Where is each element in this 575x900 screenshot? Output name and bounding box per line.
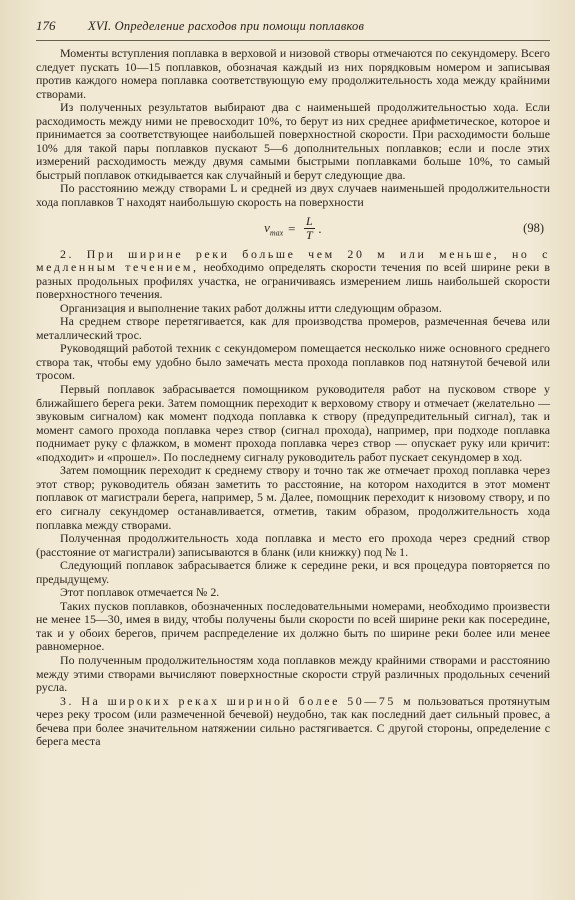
chapter-title: XVI. Определение расходов при помощи поплавков [88,19,365,33]
section-2-text: необходимо определять скорости течения по всей ширине реки в разных продольных профилях участка, не ограничиваясь измерением лишь наибольшей скорости поверхностного течения. [36,260,550,302]
paragraph: Этот поплавок отмечается № 2. [60,585,220,600]
running-header [36,18,550,41]
formula-98: $v_{max}$ = $\frac{L}{T}$ . (98) [264,214,544,243]
formula-fraction [304,215,315,242]
paragraph: На среднем створе перетягивается, как для производства промеров, размеченная бечева или металлический трос. [36,314,550,342]
section-3-text: пользоваться протянутым через реку тросом (или размеченной бечевой) неудобно, так как последний дает сильный провес, а бечева при более значительном натяжении сильно растягивается. С другой стороны, определение с берега места [36,693,550,749]
paragraph: Следующий поплавок забрасывается ближе к середине реки, и вся процедура повторяется по предыдущему. [36,558,550,586]
paragraph: По расстоянию между створами L и средней из двух случаев наименьшей продолжительности хода поплавков T находят наибольшую скорость на поверхности [36,181,550,210]
paragraph: Из полученных результатов выбирают два с наименьшей продолжительностью хода. Если расходимость между ними не превосходит 10%, то берут из них среднее арифметическое, которое и принимается за соответствующее наибольшей поверхностной скорости. При расходимости больше 10% для такой пары поплавков пускают 5—6 дополнительных поплавков; если и после этих измерений расходимость между двумя самыми быстрыми поплавками больше 10%, то самый быстрый поплавок откидывается как случайный и берут следующие два. [36,100,550,182]
formula-numerator: L [305,214,313,229]
paragraph: По полученным продолжительностям хода поплавков между крайними створами и расстоянию между этими створами вычисляют поверхностные скорости струй различных продольных сечений русла. [36,652,550,695]
page-number: 176 [36,18,56,33]
paragraph: Организация и выполнение таких работ должны итти следующим образом. [60,300,442,315]
section-2-lead: 2. При ширине реки больше чем 20 м или меньше, но с медленным течением, [36,246,550,275]
paragraph: Полученная продолжительность хода поплавка и место его прохода через средний створ (расстояние от магистрали) записываются в бланк (или книжку) под № 1. [36,531,550,559]
page-body [36,47,550,749]
section-2-paragraph [36,248,550,302]
formula-lhs: $v_{max}$ [264,219,284,238]
formula-number: (98) [523,221,544,236]
paragraph: Моменты вступления поплавка в верховой и низовой створы отмечаются по секундомеру. Всего следует пускать 10—15 поплавков, обозначая каждый из них порядковым номером и записывая против каждого номера поплавка соответствующую ему продолжительность хода между крайними створами. [36,46,550,101]
paragraph: Затем помощник переходит к среднему створу и точно так же отмечает проход поплавка через этот створ; руководитель обязан заметить то расстояние, на котором находится в этот момент поплавок от магистрали берега, например, 5 м. Далее, помощник переходит к низовому створу, и по его сигналу секундомер останавливается, отметив, таким образом, продолжительность хода поплавка между створами. [36,463,550,532]
paragraph: Первый поплавок забрасывается помощником руководителя работ на пусковом створе у ближайшего берега реки. Затем помощник переходит к верховому створу и отмечает (желательно — звуковым сигналом) как момент подхода поплавка к створу (предупредительный сигнал), так и момент самого прохода поплавка через створ (сигнал прохода), например, при подходе поплавка поднимает руку с флажком, в момент прохода поплавка через створ — опускает руку или кричит: «подходит» и «прошел». По последнему сигналу руководитель работ пускает секундомер в ход. [36,382,550,464]
formula-denominator: T [305,228,313,243]
paragraph: Таких пусков поплавков, обозначенных последовательными номерами, необходимо произвести не менее 15—30, имея в виду, чтобы получены были скорости по всей ширине реки как посередине, так и у обоих берегов, причем распределение их должно быть по ширине реки более или менее равномерное. [36,598,550,654]
section-3-paragraph [36,695,550,749]
section-3-lead: 3. На широких реках шириной более 50—75 м [60,693,414,708]
paragraph: Руководящий работой техник с секундомером помещается несколько ниже основного среднего створа так, чтобы ему удобно было замечать места прохода поплавков под натянутой бечевой или тросом. [36,341,550,383]
